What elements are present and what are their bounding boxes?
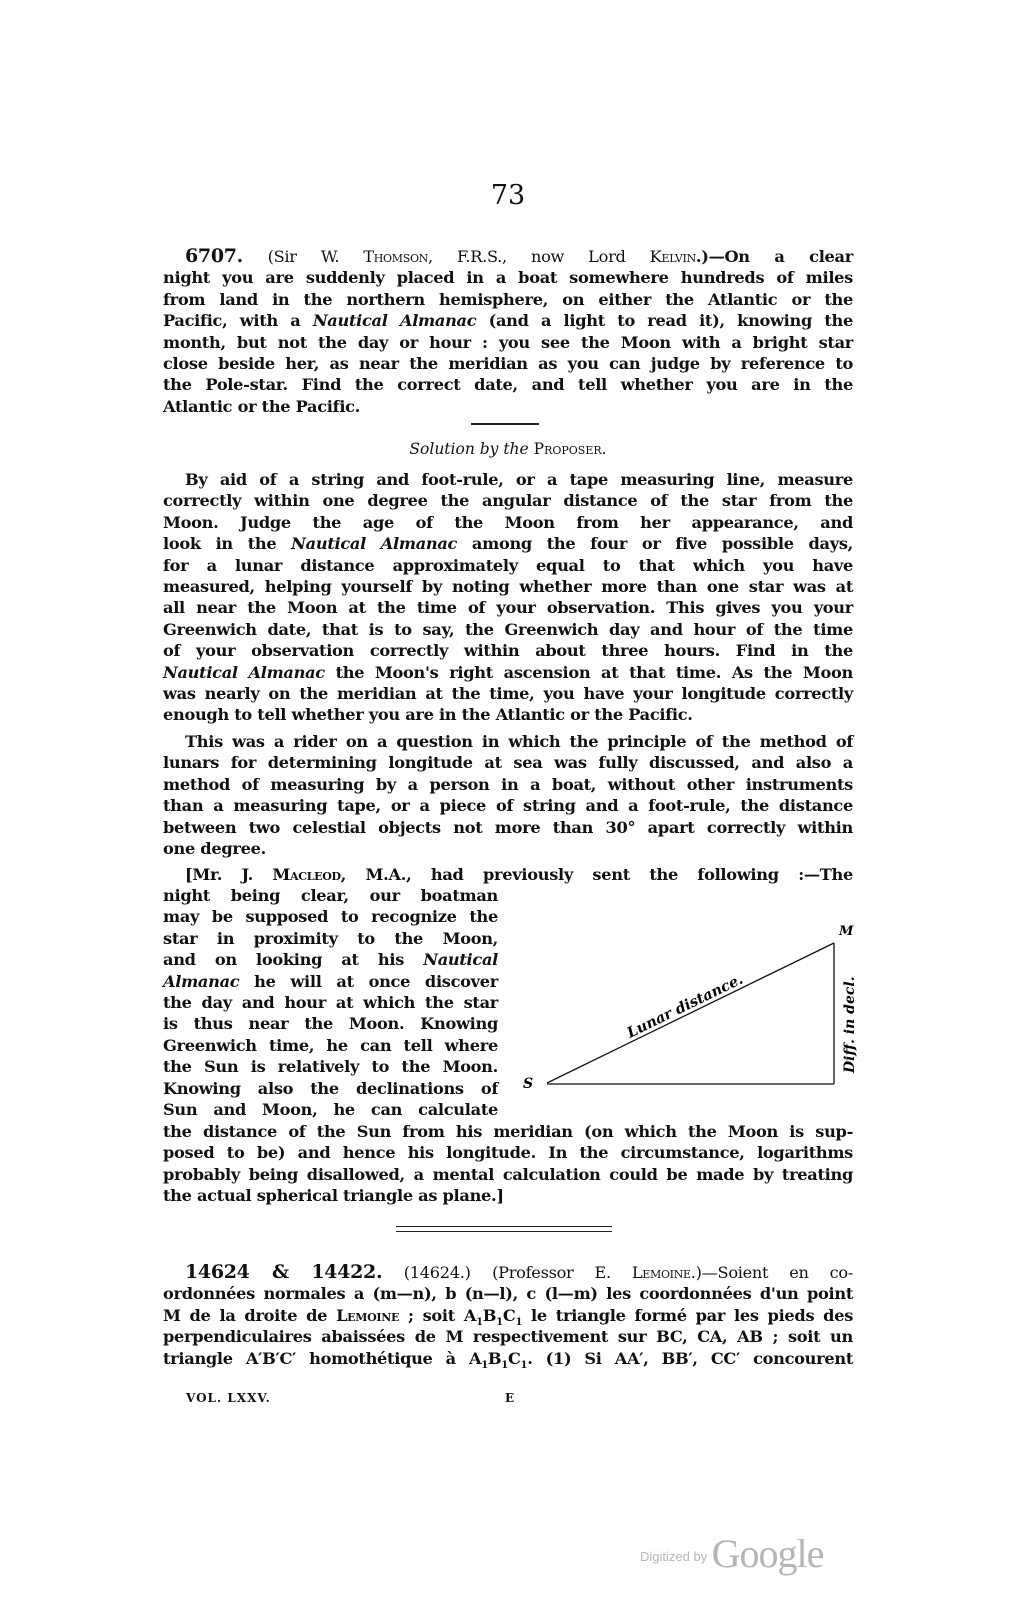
solution-paragraph-2: [163, 731, 853, 859]
text-line: may be supposed to recognize the: [163, 907, 498, 927]
text-line: Greenwich date, that is to say, the Greenwich day and hour of the time: [163, 619, 853, 639]
section-divider: [471, 423, 539, 425]
macleod-continuation: [163, 1121, 853, 1207]
text-line: the Pole-star. Find the correct date, and tell whether you are in the: [163, 375, 853, 395]
svg-text:M: M: [839, 924, 854, 939]
text-line: Pacific, with a Nautical Almanac (and a light to read it), knowing the: [163, 311, 853, 331]
text-line: star in proximity to the Moon,: [163, 928, 498, 948]
macleod-intro: [Mr. J. Macleod, M.A., had previously sent the following :—The: [185, 865, 853, 884]
question-6707: [163, 246, 853, 417]
text-line: between two celestial objects not more than 30° apart correctly within: [163, 817, 853, 837]
question-6707-body: [163, 267, 853, 417]
digitized-by-google-watermark: $^{Digitized by}$ Google: [640, 1531, 824, 1576]
text-line: Sun and Moon, he can calculate: [163, 1099, 498, 1119]
author-name: Lemoine: [631, 1263, 691, 1282]
text-line: correctly within one degree the angular distance of the star from the: [163, 491, 853, 511]
text-line: than a measuring tape, or a piece of string and a foot-rule, the distance: [163, 796, 853, 816]
text-line: for a lunar distance approximately equal to that which you have: [163, 555, 853, 575]
text-line: measured, helping yourself by noting whether more than one star was at: [163, 576, 853, 596]
text-line: is thus near the Moon. Knowing: [163, 1014, 498, 1034]
google-logo-text: Google: [711, 1531, 824, 1576]
text-line: was nearly on the meridian at the time, you have your longitude correctly: [163, 683, 853, 703]
question-number: 6707.: [185, 245, 243, 267]
text-line: the day and hour at which the star: [163, 992, 498, 1012]
author-name: Thomson: [363, 247, 429, 266]
macleod-wrapped-text: [163, 885, 498, 1120]
svg-text:S: S: [523, 1076, 534, 1092]
svg-text:Diff. in decl.: Diff. in decl.: [842, 976, 858, 1073]
text-line: Almanac he will at once discover: [163, 971, 498, 991]
text-line: enough to tell whether you are in the Atlantic or the Pacific.: [163, 705, 693, 725]
text-line: month, but not the day or hour : you see the Moon with a bright star: [163, 332, 853, 352]
text-line: Greenwich time, he can tell where: [163, 1035, 498, 1055]
text-line: from land in the northern hemisphere, on either the Atlantic or the: [163, 289, 853, 309]
text-line: all near the Moon at the time of your observation. This gives you your: [163, 598, 853, 618]
solution-heading: Solution by the Proposer.: [409, 440, 607, 458]
text-line: Knowing also the declinations of: [163, 1078, 498, 1098]
text-line: night being clear, our boatman: [163, 886, 498, 905]
footer-volume: VOL. LXXV.: [186, 1391, 271, 1405]
question-number: 14624 & 14422.: [185, 1261, 383, 1283]
text-line: and on looking at his Nautical: [163, 950, 498, 970]
text-line: This was a rider on a question in which the principle of the method of: [185, 732, 853, 751]
question-6707-header: 6707. (Sir W. Thomson, F.R.S., now Lord Kelvin.)—On a clear: [185, 245, 853, 267]
svg-text:Lunar distance.: Lunar distance.: [624, 970, 746, 1042]
text-line: posed to be) and hence his longitude. In the circumstance, logarithms: [163, 1143, 853, 1163]
macleod-name: Macleod: [272, 865, 341, 884]
text-line: method of measuring by a person in a boat, without other instruments: [163, 774, 853, 794]
text-line: probably being disallowed, a mental calculation could be made by treating: [163, 1164, 853, 1184]
solution-paragraph-1: [163, 469, 853, 726]
author-title: Kelvin: [649, 247, 696, 266]
text-line: of your observation correctly within about three hours. Find in the: [163, 641, 853, 661]
text-line: the distance of the Sun from his meridian (on which the Moon is sup-: [163, 1122, 853, 1141]
double-rule-divider: [396, 1226, 612, 1232]
question-14624: 14624 & 14422. (14624.) (Professor E. Lemoine.)—Soient en co- ordonnées normales a (m—n), b (n—l), c (l—m) les coordonnées d'un point M de la droite de Lemoine ; soit $A_1B_1C_1$ le triangle formé par les pieds des perpendiculaires abaissées de M respectivement sur BC, CA, AB ; soit un triangle A′B′C′ homothétique à $A_1B_1C_1$. (1) Si AA′, BB′, CC′ concourent: [163, 1261, 854, 1371]
text-line: close beside her, as near the meridian as you can judge by reference to: [163, 353, 853, 373]
text-line: lunars for determining longitude at sea was fully discussed, and also a: [163, 753, 853, 773]
text-line: Nautical Almanac the Moon's right ascension at that time. As the Moon: [163, 662, 853, 682]
page-number: 73: [490, 180, 526, 211]
text-line: the Sun is relatively to the Moon.: [163, 1057, 498, 1077]
footer-signature: E: [505, 1391, 515, 1405]
text-line: one degree.: [163, 838, 266, 858]
lunar-distance-diagram: [505, 895, 865, 1105]
triangle-diagram: [505, 895, 865, 1105]
text-line: night you are suddenly placed in a boat somewhere hundreds of miles: [163, 268, 853, 288]
text-line: By aid of a string and foot-rule, or a tape measuring line, measure: [185, 470, 853, 489]
text-line: Atlantic or the Pacific.: [163, 396, 361, 416]
text-line: the actual spherical triangle as plane.]: [163, 1186, 504, 1206]
text-line: Moon. Judge the age of the Moon from her appearance, and: [163, 512, 853, 532]
text-line: look in the Nautical Almanac among the four or five possible days,: [163, 534, 853, 554]
